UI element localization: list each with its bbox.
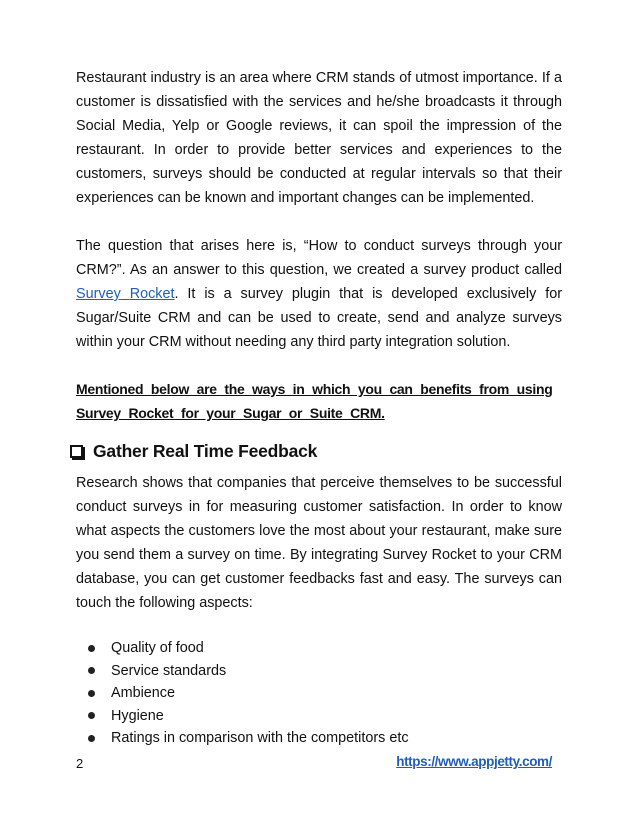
intro-paragraph: Restaurant industry is an area where CRM stands of utmost importance. If a customer is dissatisfied with the services and he/she broadcasts it through Social Media, Yelp or Google reviews, it can spoil the impression of the restaurant. In order to provide better services and experiences to the customers, surveys should be conducted at regular intervals so that their experiences can be known and important changes can be implemented.: [76, 70, 562, 206]
bullet-icon: [88, 712, 95, 719]
checkbox-icon: [70, 445, 83, 458]
link-word-survey: Survey: [76, 286, 121, 302]
bullet-icon: [88, 667, 95, 674]
bullet-icon: [88, 690, 95, 697]
footer-url-link[interactable]: https://www.appjetty.com/: [396, 754, 552, 769]
benefits-intro-heading: Mentioned below are the ways in which you can benefits from using Survey Rocket for your Sugar or Suite CRM.: [76, 381, 553, 421]
list-item: Ambience: [88, 682, 562, 705]
list-item: Hygiene: [88, 705, 562, 728]
paragraph-text-after-link: . It is a survey plugin that is developed exclusively for Sugar/Suite CRM and can be used to create, send and analyze surveys within your CRM without needing any third party integration solution.: [76, 286, 562, 350]
bullet-icon: [88, 645, 95, 652]
section-heading-text: Gather Real Time Feedback: [93, 441, 318, 461]
aspects-list: [76, 637, 562, 750]
list-item: Service standards: [88, 660, 562, 683]
survey-rocket-paragraph: [76, 234, 562, 354]
list-item: Ratings in comparison with the competitors etc: [88, 727, 562, 750]
feedback-paragraph: Research shows that companies that perceive themselves to be successful conduct surveys in for measuring customer satisfaction. In order to know what aspects the customers love the most about your restaurant, make sure you send them a survey on time. By integrating Survey Rocket to your CRM database, you can get customer feedbacks fast and easy. The surveys can touch the following aspects:: [76, 475, 562, 611]
survey-rocket-link[interactable]: [76, 286, 175, 302]
section-heading: [70, 437, 562, 465]
link-word-rocket: Rocket: [129, 286, 175, 302]
paragraph-text-before-link: The question that arises here is, “How to conduct surveys through your CRM?”. As an answer to this question, we created a survey product called: [76, 238, 562, 278]
list-item: Quality of food: [88, 637, 562, 660]
page-number: 2: [76, 756, 84, 771]
page-content: [76, 66, 562, 750]
bullet-icon: [88, 735, 95, 742]
